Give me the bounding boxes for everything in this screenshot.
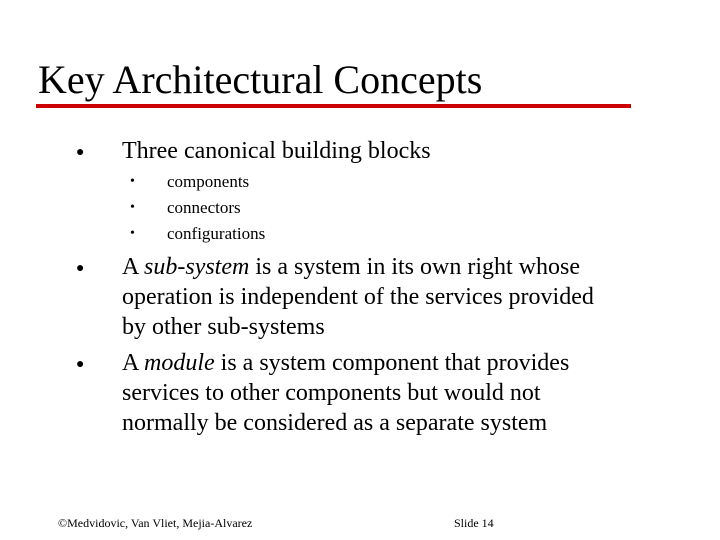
- slide-title: Key Architectural Concepts: [38, 57, 483, 102]
- bullet-module: [122, 348, 697, 438]
- sub-item-configurations: configurations: [167, 224, 266, 243]
- subsystem-term: sub-system: [144, 254, 250, 280]
- module-line-2: services to other components but would not: [122, 380, 541, 406]
- title-underline: [36, 104, 631, 108]
- module-term: module: [144, 350, 215, 376]
- module-line-1: A module is a system component that provides: [122, 350, 570, 376]
- sub-bullet-dot-icon: •: [130, 226, 135, 241]
- sub-bullet-dot-icon: •: [130, 200, 135, 215]
- bullet-dot-icon: ●: [76, 145, 85, 160]
- module-line-3: normally be considered as a separate system: [122, 410, 548, 436]
- slide-number: Slide 14: [454, 516, 494, 530]
- bullet-dot-icon: ●: [76, 261, 85, 276]
- footer-credit: ©Medvidovic, Van Vliet, Mejia-Alvarez: [58, 516, 253, 530]
- sub-item-components: components: [167, 172, 250, 191]
- bullet-subsystem: [122, 252, 697, 342]
- subsystem-line-1: A sub-system is a system in its own right whose: [122, 254, 580, 280]
- bullet-dot-icon: ●: [76, 357, 85, 372]
- bullet-building-blocks: Three canonical building blocks: [122, 138, 431, 164]
- sub-bullet-dot-icon: •: [130, 174, 135, 189]
- subsystem-line-3: by other sub-systems: [122, 314, 325, 340]
- subsystem-line-2: operation is independent of the services provided: [122, 284, 594, 310]
- sub-item-connectors: connectors: [167, 198, 241, 217]
